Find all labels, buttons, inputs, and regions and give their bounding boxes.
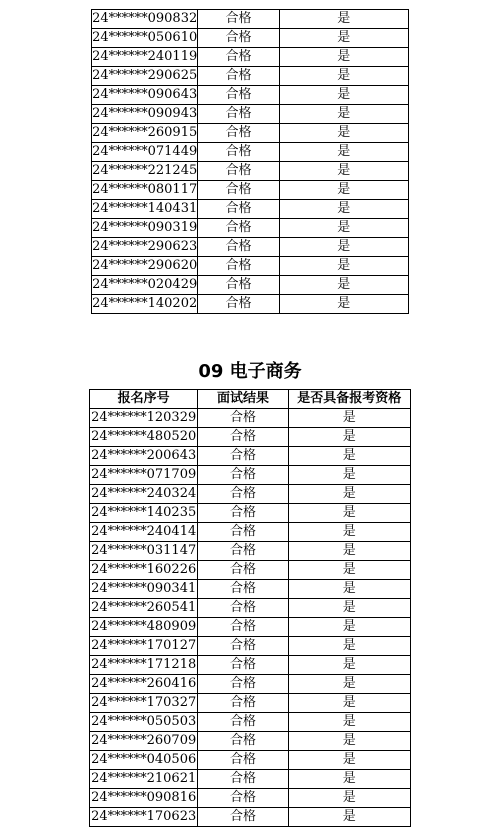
table-row <box>90 466 411 485</box>
interview-result-cell: 合格 <box>198 409 288 428</box>
interview-result-cell: 合格 <box>198 580 288 599</box>
registration-number-cell: 24******090816 <box>90 789 198 808</box>
results-table-body <box>92 10 409 314</box>
registration-number-cell: 24******290625 <box>92 67 198 86</box>
eligibility-cell: 是 <box>279 276 408 295</box>
registration-number-cell: 24******200643 <box>90 447 198 466</box>
table-row <box>90 713 411 732</box>
interview-result-cell: 合格 <box>198 466 288 485</box>
eligibility-cell: 是 <box>279 124 408 143</box>
interview-result-cell: 合格 <box>198 504 288 523</box>
table-row <box>92 238 409 257</box>
eligibility-cell: 是 <box>288 409 410 428</box>
interview-result-cell: 合格 <box>198 675 288 694</box>
registration-number-cell: 24******031147 <box>90 542 198 561</box>
eligibility-cell: 是 <box>288 485 410 504</box>
interview-result-cell: 合格 <box>198 485 288 504</box>
registration-number-cell: 24******170623 <box>90 808 198 827</box>
interview-result-cell: 合格 <box>198 447 288 466</box>
header-registration-number: 报名序号 <box>90 390 198 409</box>
interview-result-cell: 合格 <box>198 48 279 67</box>
registration-number-cell: 24******240324 <box>90 485 198 504</box>
registration-number-cell: 24******260416 <box>90 675 198 694</box>
header-interview-result: 面试结果 <box>198 390 288 409</box>
table-row <box>92 86 409 105</box>
registration-number-cell: 24******050610 <box>92 29 198 48</box>
table-row <box>90 656 411 675</box>
table-row <box>90 447 411 466</box>
registration-number-cell: 24******020429 <box>92 276 198 295</box>
table-row <box>92 67 409 86</box>
table-row <box>90 561 411 580</box>
table-row <box>90 599 411 618</box>
table-row <box>92 10 409 29</box>
interview-result-cell: 合格 <box>198 618 288 637</box>
interview-result-cell: 合格 <box>198 276 279 295</box>
eligibility-cell: 是 <box>288 504 410 523</box>
interview-result-cell: 合格 <box>198 561 288 580</box>
eligibility-cell: 是 <box>288 694 410 713</box>
interview-result-cell: 合格 <box>198 694 288 713</box>
registration-number-cell: 24******090943 <box>92 105 198 124</box>
eligibility-cell: 是 <box>288 656 410 675</box>
registration-number-cell: 24******090832 <box>92 10 198 29</box>
table-row <box>92 162 409 181</box>
eligibility-cell: 是 <box>288 808 410 827</box>
eligibility-cell: 是 <box>288 618 410 637</box>
interview-result-cell: 合格 <box>198 29 279 48</box>
registration-number-cell: 24******260915 <box>92 124 198 143</box>
table-row <box>92 105 409 124</box>
table-row <box>90 637 411 656</box>
registration-number-cell: 24******140431 <box>92 200 198 219</box>
registration-number-cell: 24******290623 <box>92 238 198 257</box>
eligibility-cell: 是 <box>279 29 408 48</box>
interview-result-cell: 合格 <box>198 238 279 257</box>
registration-number-cell: 24******160226 <box>90 561 198 580</box>
eligibility-cell: 是 <box>279 181 408 200</box>
eligibility-cell: 是 <box>288 637 410 656</box>
table-row <box>90 580 411 599</box>
table-row <box>90 732 411 751</box>
eligibility-cell: 是 <box>279 200 408 219</box>
table-row <box>90 428 411 447</box>
interview-result-cell: 合格 <box>198 124 279 143</box>
interview-result-cell: 合格 <box>198 295 279 314</box>
eligibility-cell: 是 <box>288 580 410 599</box>
eligibility-cell: 是 <box>279 295 408 314</box>
interview-result-cell: 合格 <box>198 542 288 561</box>
eligibility-cell: 是 <box>288 713 410 732</box>
registration-number-cell: 24******090341 <box>90 580 198 599</box>
interview-result-cell: 合格 <box>198 86 279 105</box>
eligibility-cell: 是 <box>279 238 408 257</box>
interview-result-cell: 合格 <box>198 523 288 542</box>
interview-result-cell: 合格 <box>198 428 288 447</box>
table-row <box>92 48 409 67</box>
registration-number-cell: 24******260541 <box>90 599 198 618</box>
registration-number-cell: 24******071709 <box>90 466 198 485</box>
registration-number-cell: 24******090643 <box>92 86 198 105</box>
registration-number-cell: 24******040506 <box>90 751 198 770</box>
interview-result-cell: 合格 <box>198 789 288 808</box>
table-row <box>92 124 409 143</box>
interview-result-cell: 合格 <box>198 67 279 86</box>
eligibility-cell: 是 <box>288 447 410 466</box>
registration-number-cell: 24******080117 <box>92 181 198 200</box>
registration-number-cell: 24******240119 <box>92 48 198 67</box>
interview-result-cell: 合格 <box>198 162 279 181</box>
table-row <box>90 618 411 637</box>
interview-result-cell: 合格 <box>198 257 279 276</box>
interview-result-cell: 合格 <box>198 770 288 789</box>
table-row <box>92 200 409 219</box>
interview-result-cell: 合格 <box>198 200 279 219</box>
eligibility-cell: 是 <box>279 257 408 276</box>
eligibility-cell: 是 <box>288 751 410 770</box>
interview-result-cell: 合格 <box>198 656 288 675</box>
table-row <box>90 504 411 523</box>
table-row <box>90 542 411 561</box>
eligibility-cell: 是 <box>279 67 408 86</box>
interview-result-cell: 合格 <box>198 181 279 200</box>
interview-result-cell: 合格 <box>198 599 288 618</box>
registration-number-cell: 24******170327 <box>90 694 198 713</box>
table-row <box>92 276 409 295</box>
registration-number-cell: 24******221245 <box>92 162 198 181</box>
registration-number-cell: 24******171218 <box>90 656 198 675</box>
interview-result-cell: 合格 <box>198 10 279 29</box>
table-row <box>90 751 411 770</box>
eligibility-cell: 是 <box>288 732 410 751</box>
registration-number-cell: 24******240414 <box>90 523 198 542</box>
interview-result-cell: 合格 <box>198 219 279 238</box>
results-table-body <box>90 409 411 827</box>
section-title: 09 电子商务 <box>198 361 302 382</box>
eligibility-cell: 是 <box>279 48 408 67</box>
header-eligibility: 是否具备报考资格 <box>288 390 410 409</box>
registration-number-cell: 24******120329 <box>90 409 198 428</box>
registration-number-cell: 24******050503 <box>90 713 198 732</box>
eligibility-cell: 是 <box>288 770 410 789</box>
eligibility-cell: 是 <box>279 162 408 181</box>
results-table-previous-section <box>91 9 409 314</box>
table-row <box>92 295 409 314</box>
table-row <box>92 257 409 276</box>
eligibility-cell: 是 <box>288 428 410 447</box>
registration-number-cell: 24******090319 <box>92 219 198 238</box>
eligibility-cell: 是 <box>288 675 410 694</box>
eligibility-cell: 是 <box>288 542 410 561</box>
registration-number-cell: 24******071449 <box>92 143 198 162</box>
interview-result-cell: 合格 <box>198 143 279 162</box>
eligibility-cell: 是 <box>279 143 408 162</box>
eligibility-cell: 是 <box>288 466 410 485</box>
eligibility-cell: 是 <box>288 523 410 542</box>
table-row <box>90 808 411 827</box>
registration-number-cell: 24******480520 <box>90 428 198 447</box>
interview-result-cell: 合格 <box>198 808 288 827</box>
table-row <box>90 694 411 713</box>
results-table-header <box>90 390 411 409</box>
interview-result-cell: 合格 <box>198 713 288 732</box>
table-row <box>90 675 411 694</box>
results-table-ecommerce <box>89 389 411 827</box>
eligibility-cell: 是 <box>288 599 410 618</box>
interview-result-cell: 合格 <box>198 751 288 770</box>
table-row <box>92 219 409 238</box>
table-row <box>90 770 411 789</box>
table-row <box>92 29 409 48</box>
registration-number-cell: 24******210621 <box>90 770 198 789</box>
table-row <box>92 143 409 162</box>
registration-number-cell: 24******140202 <box>92 295 198 314</box>
eligibility-cell: 是 <box>288 561 410 580</box>
eligibility-cell: 是 <box>279 10 408 29</box>
eligibility-cell: 是 <box>288 789 410 808</box>
registration-number-cell: 24******170127 <box>90 637 198 656</box>
interview-result-cell: 合格 <box>198 637 288 656</box>
interview-result-cell: 合格 <box>198 105 279 124</box>
table-row <box>90 789 411 808</box>
registration-number-cell: 24******260709 <box>90 732 198 751</box>
eligibility-cell: 是 <box>279 219 408 238</box>
table-row <box>90 523 411 542</box>
eligibility-cell: 是 <box>279 105 408 124</box>
table-row <box>90 409 411 428</box>
interview-result-cell: 合格 <box>198 732 288 751</box>
registration-number-cell: 24******140235 <box>90 504 198 523</box>
eligibility-cell: 是 <box>279 86 408 105</box>
registration-number-cell: 24******290620 <box>92 257 198 276</box>
table-row <box>92 181 409 200</box>
table-row <box>90 485 411 504</box>
header-row <box>90 390 411 409</box>
registration-number-cell: 24******480909 <box>90 618 198 637</box>
